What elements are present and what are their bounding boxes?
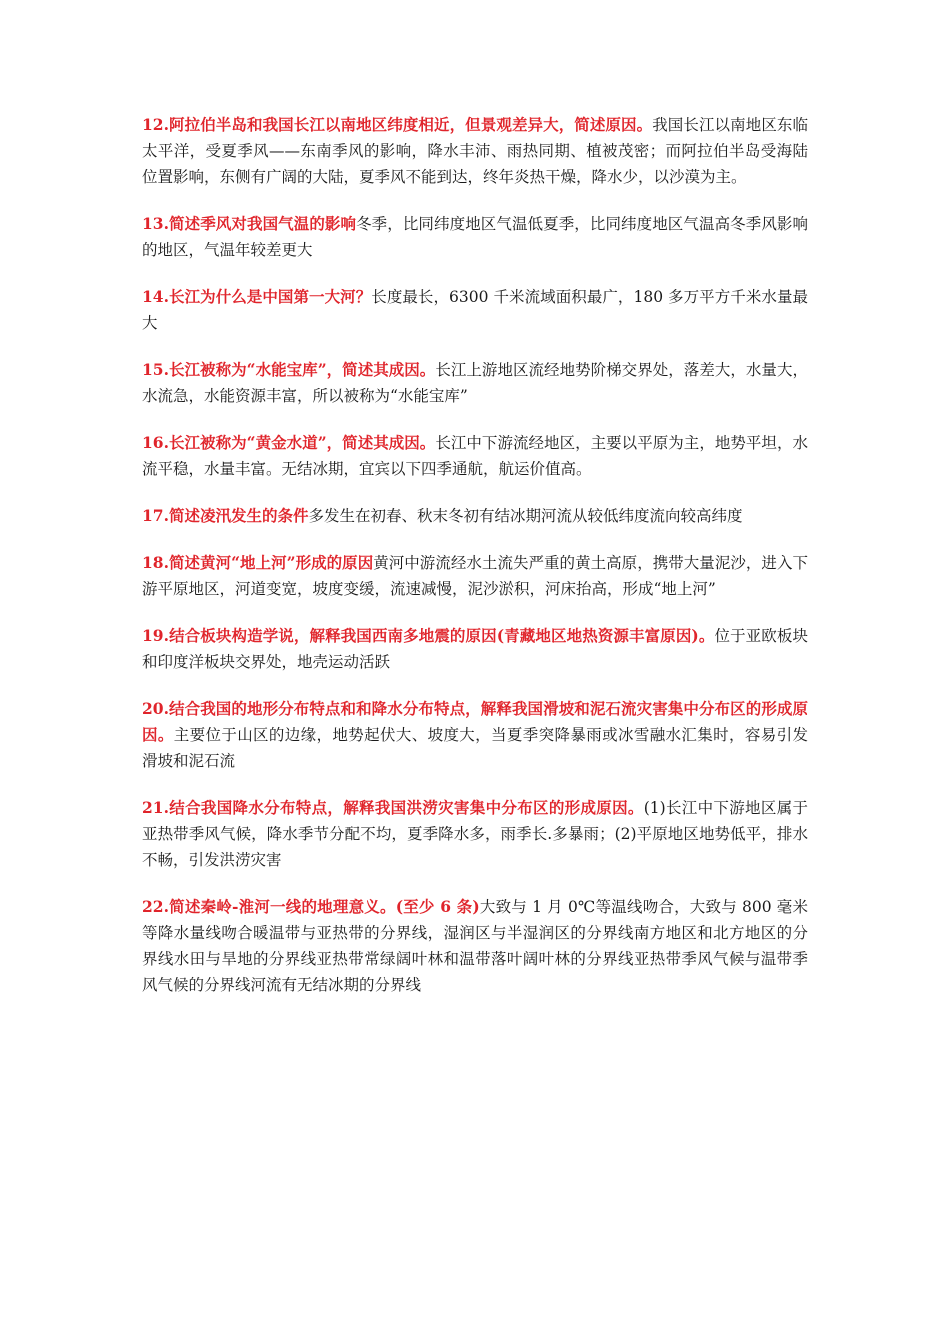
question-text: 14.长江为什么是中国第一大河？ bbox=[142, 287, 372, 306]
qa-item-12 bbox=[142, 112, 808, 190]
question-text: 21.结合我国降水分布特点，解释我国洪涝灾害集中分布区的形成原因。 bbox=[142, 798, 644, 817]
answer-text: 位于亚欧板块和印度洋板块交界处，地壳运动活跃 bbox=[142, 627, 808, 671]
question-text: 18.简述黄河“地上河”形成的原因 bbox=[142, 553, 374, 572]
qa-item-15 bbox=[142, 357, 808, 409]
question-text: 13.简述季风对我国气温的影响 bbox=[142, 214, 357, 233]
qa-item-19 bbox=[142, 623, 808, 675]
qa-item-21 bbox=[142, 795, 808, 873]
qa-item-17 bbox=[142, 503, 808, 529]
question-text: 15.长江被称为“水能宝库”，简述其成因。 bbox=[142, 360, 436, 379]
answer-text: (1)长江中下游地区属于亚热带季风气候，降水季节分配不均，夏季降水多，雨季长.多暴雨；(2)平原地区地势低平，排水不畅，引发洪涝灾害 bbox=[142, 799, 809, 869]
answer-text: 多发生在初春、秋末冬初有结冰期河流从较低纬度流向较高纬度 bbox=[308, 507, 743, 525]
answer-text: 我国长江以南地区东临太平洋，受夏季风——东南季风的影响，降水丰沛、雨热同期、植被茂密；而阿拉伯半岛受海陆位置影响，东侧有广阔的大陆，夏季风不能到达，终年炎热干燥，降水少，以沙漠为主。 bbox=[142, 116, 808, 186]
answer-text: 长江上游地区流经地势阶梯交界处，落差大，水量大，水流急，水能资源丰富，所以被称为“水能宝库” bbox=[142, 361, 808, 405]
answer-text: 长江中下游流经地区，主要以平原为主，地势平坦，水流平稳，水量丰富。无结冰期，宜宾以下四季通航，航运价值高。 bbox=[142, 434, 808, 478]
document-page bbox=[142, 112, 808, 1019]
qa-item-14 bbox=[142, 284, 808, 336]
answer-text: 大致与 1 月 0℃等温线吻合，大致与 800 毫米等降水量线吻合暖温带与亚热带的分界线，湿润区与半湿润区的分界线南方地区和北方地区的分界线水田与旱地的分界线亚热带常绿阔叶林和温带落叶阔叶林的分界线亚热带季风气候与温带季风气候的分界线河流有无结冰期的分界线 bbox=[142, 898, 808, 994]
question-text: 17.简述凌汛发生的条件 bbox=[142, 506, 309, 525]
qa-item-16 bbox=[142, 430, 808, 482]
qa-item-18 bbox=[142, 550, 808, 602]
answer-text: 长度最长，6300 千米流域面积最广，180 多万平方千米水量最大 bbox=[142, 288, 809, 332]
question-text: 22.简述秦岭-淮河一线的地理意义。(至少 6 条) bbox=[142, 897, 480, 916]
qa-item-13 bbox=[142, 211, 808, 263]
answer-text: 黄河中游流经水土流失严重的黄土高原，携带大量泥沙，进入下游平原地区，河道变宽，坡度变缓，流速减慢，泥沙淤积，河床抬高，形成“地上河” bbox=[142, 554, 808, 598]
qa-item-22 bbox=[142, 894, 808, 998]
answer-text: 冬季，比同纬度地区气温低夏季，比同纬度地区气温高冬季风影响的地区，气温年较差更大 bbox=[142, 215, 808, 259]
answer-text: 主要位于山区的边缘，地势起伏大、坡度大，当夏季突降暴雨或冰雪融水汇集时，容易引发滑坡和泥石流 bbox=[142, 726, 808, 770]
question-text: 12.阿拉伯半岛和我国长江以南地区纬度相近，但景观差异大，简述原因。 bbox=[142, 115, 653, 134]
question-text: 16.长江被称为“黄金水道”，简述其成因。 bbox=[142, 433, 436, 452]
question-text: 19.结合板块构造学说，解释我国西南多地震的原因(青藏地区地热资源丰富原因)。 bbox=[142, 626, 715, 645]
qa-item-20 bbox=[142, 696, 808, 774]
question-text: 20.结合我国的地形分布特点和和降水分布特点，解释我国滑坡和泥石流灾害集中分布区的形成原因。 bbox=[142, 699, 808, 744]
